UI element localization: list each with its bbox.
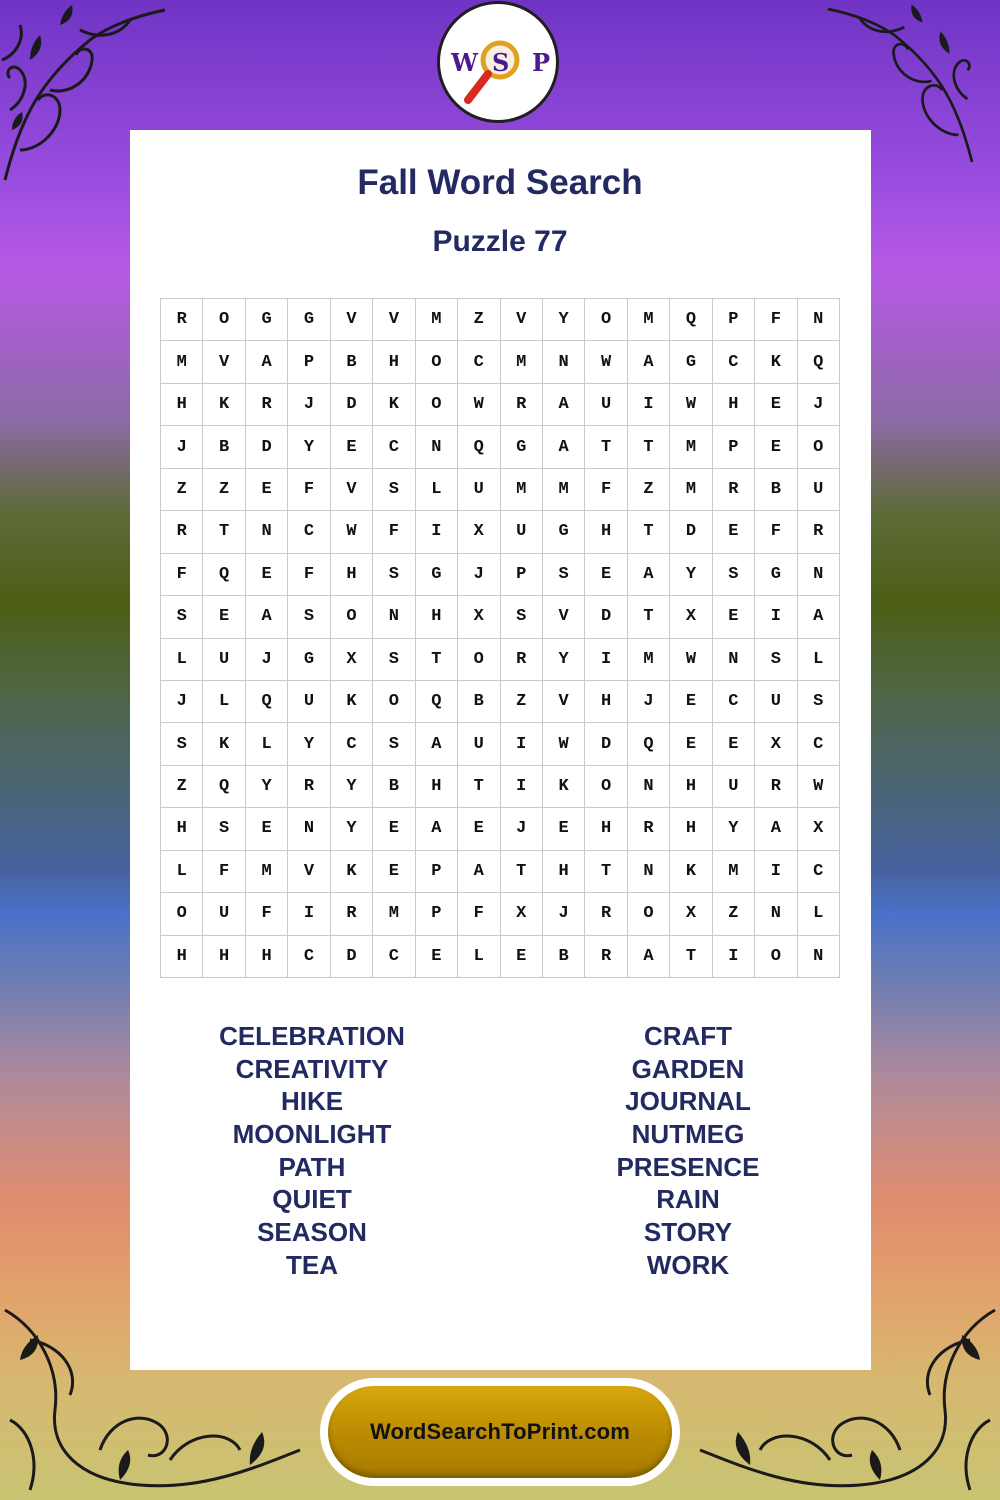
grid-cell[interactable]: P [713,299,755,341]
word-list-item: SEASON [257,1217,367,1248]
grid-cell[interactable]: J [628,681,670,723]
grid-cell[interactable]: U [501,511,543,553]
grid-cell[interactable]: R [161,299,203,341]
grid-cell[interactable]: K [331,681,373,723]
grid-cell[interactable]: U [798,469,840,511]
grid-cell[interactable]: N [246,511,288,553]
grid-cell[interactable]: C [798,851,840,893]
grid-cell[interactable]: S [755,639,797,681]
grid-cell[interactable]: N [628,851,670,893]
grid-cell[interactable]: N [798,554,840,596]
site-link-button[interactable] [328,1386,672,1478]
grid-cell[interactable]: F [755,299,797,341]
word-list-right [538,1018,838,1280]
grid-cell[interactable]: D [585,723,627,765]
grid-cell[interactable]: M [628,639,670,681]
grid-cell[interactable]: J [161,681,203,723]
grid-cell[interactable]: M [628,299,670,341]
grid-cell[interactable]: E [458,808,500,850]
grid-cell[interactable]: A [416,723,458,765]
grid-cell[interactable]: H [713,384,755,426]
grid-cell[interactable]: A [628,936,670,978]
grid-cell[interactable]: R [798,511,840,553]
grid-cell[interactable]: R [331,893,373,935]
grid-cell[interactable]: N [288,808,330,850]
grid-cell[interactable]: N [798,936,840,978]
grid-cell[interactable]: L [416,469,458,511]
grid-cell[interactable]: R [161,511,203,553]
grid-cell[interactable]: E [416,936,458,978]
grid-cell[interactable]: U [288,681,330,723]
grid-cell[interactable]: R [755,766,797,808]
grid-cell[interactable]: S [543,554,585,596]
grid-cell[interactable]: Z [501,681,543,723]
grid-cell[interactable]: O [798,426,840,468]
grid-cell[interactable]: T [203,511,245,553]
grid-cell[interactable]: J [246,639,288,681]
word-list-item: HIKE [280,1086,344,1117]
grid-cell[interactable]: C [288,936,330,978]
grid-cell[interactable]: E [203,596,245,638]
grid-cell[interactable]: O [585,299,627,341]
grid-cell[interactable]: F [373,511,415,553]
grid-cell[interactable]: I [416,511,458,553]
grid-cell[interactable]: R [501,384,543,426]
grid-cell[interactable]: B [458,681,500,723]
grid-cell[interactable]: R [501,639,543,681]
grid-cell[interactable]: I [501,723,543,765]
grid-cell[interactable]: Q [416,681,458,723]
grid-cell[interactable]: G [288,299,330,341]
grid-cell[interactable]: Q [203,554,245,596]
grid-cell[interactable]: S [373,469,415,511]
grid-cell[interactable]: J [543,893,585,935]
grid-cell[interactable]: V [373,299,415,341]
grid-cell[interactable]: U [713,766,755,808]
grid-cell[interactable]: Y [543,639,585,681]
grid-cell[interactable]: P [501,554,543,596]
word-list-left [162,1018,462,1280]
grid-cell[interactable]: X [670,893,712,935]
grid-cell[interactable]: J [288,384,330,426]
grid-cell[interactable]: V [543,596,585,638]
grid-cell[interactable]: H [373,341,415,383]
grid-cell[interactable]: U [458,723,500,765]
grid-cell[interactable]: H [161,936,203,978]
grid-cell[interactable]: G [246,299,288,341]
grid-cell[interactable]: E [713,596,755,638]
logo-letter-s: S [492,48,510,77]
grid-cell[interactable]: H [585,511,627,553]
grid-cell[interactable]: E [585,554,627,596]
grid-cell[interactable]: W [543,723,585,765]
grid-cell[interactable]: X [331,639,373,681]
grid-cell[interactable]: T [628,596,670,638]
word-list-item: MOONLIGHT [232,1119,392,1150]
grid-cell[interactable]: L [798,639,840,681]
grid-cell[interactable]: T [628,426,670,468]
grid-cell[interactable]: A [798,596,840,638]
grid-cell[interactable]: I [585,639,627,681]
word-list-item: STORY [643,1217,733,1248]
grid-cell[interactable]: H [416,596,458,638]
grid-cell[interactable]: S [161,723,203,765]
grid-cell[interactable]: R [713,469,755,511]
grid-cell[interactable]: W [585,341,627,383]
grid-cell[interactable]: C [288,511,330,553]
word-list-item: CELEBRATION [219,1021,405,1051]
grid-cell[interactable]: I [755,851,797,893]
grid-cell[interactable]: C [713,681,755,723]
word-list-item: PRESENCE [616,1151,760,1182]
page-title: Fall Word Search [357,163,643,202]
grid-cell[interactable]: V [331,299,373,341]
grid-cell[interactable]: C [713,341,755,383]
grid-cell[interactable]: T [458,766,500,808]
grid-cell[interactable]: H [331,554,373,596]
grid-cell[interactable]: E [373,851,415,893]
grid-cell[interactable]: T [628,511,670,553]
grid-cell[interactable]: Y [246,766,288,808]
grid-cell[interactable]: K [203,384,245,426]
grid-cell[interactable]: H [585,808,627,850]
grid-cell[interactable]: W [670,384,712,426]
grid-cell[interactable]: R [585,936,627,978]
grid-cell[interactable]: X [670,596,712,638]
grid-cell[interactable]: X [755,723,797,765]
grid-cell[interactable]: Q [628,723,670,765]
grid-cell[interactable]: X [458,596,500,638]
grid-cell[interactable]: M [416,299,458,341]
grid-cell[interactable]: W [331,511,373,553]
grid-cell[interactable]: B [331,341,373,383]
grid-cell[interactable]: O [628,893,670,935]
grid-cell[interactable]: A [755,808,797,850]
grid-cell[interactable]: M [543,469,585,511]
grid-cell[interactable]: M [713,851,755,893]
grid-cell[interactable]: C [331,723,373,765]
grid-cell[interactable]: E [246,469,288,511]
grid-cell[interactable]: A [246,596,288,638]
grid-cell[interactable]: L [203,681,245,723]
grid-cell[interactable]: S [373,639,415,681]
grid-cell[interactable]: R [585,893,627,935]
word-list-item: GARDEN [631,1053,745,1084]
grid-cell[interactable]: W [670,639,712,681]
grid-cell[interactable]: L [161,851,203,893]
grid-cell[interactable]: V [288,851,330,893]
word-list-item: PATH [278,1151,346,1182]
grid-cell[interactable]: Z [161,469,203,511]
grid-cell[interactable]: F [288,554,330,596]
grid-cell[interactable]: O [373,681,415,723]
grid-cell[interactable]: E [331,426,373,468]
grid-cell[interactable]: E [713,511,755,553]
grid-cell[interactable]: T [585,426,627,468]
grid-cell[interactable]: H [416,766,458,808]
grid-cell[interactable]: G [755,554,797,596]
grid-cell[interactable]: A [246,341,288,383]
grid-cell[interactable]: E [246,808,288,850]
grid-cell[interactable]: U [458,469,500,511]
grid-cell[interactable]: Z [628,469,670,511]
grid-cell[interactable]: B [755,469,797,511]
grid-cell[interactable]: O [416,384,458,426]
grid-cell[interactable]: K [543,766,585,808]
grid-cell[interactable]: N [416,426,458,468]
grid-cell[interactable]: E [246,554,288,596]
grid-cell[interactable]: P [288,341,330,383]
grid-cell[interactable]: I [755,596,797,638]
grid-cell[interactable]: N [628,766,670,808]
grid-cell[interactable]: B [203,426,245,468]
grid-cell[interactable]: U [203,893,245,935]
grid-cell[interactable]: O [161,893,203,935]
grid-cell[interactable]: Y [331,808,373,850]
grid-cell[interactable]: K [373,384,415,426]
grid-cell[interactable]: G [670,341,712,383]
grid-cell[interactable]: K [203,723,245,765]
grid-cell[interactable]: H [670,808,712,850]
grid-cell[interactable]: E [501,936,543,978]
grid-cell[interactable]: I [628,384,670,426]
grid-cell[interactable]: H [543,851,585,893]
grid-cell[interactable]: M [670,469,712,511]
grid-cell[interactable]: Q [203,766,245,808]
grid-cell[interactable]: S [288,596,330,638]
word-list-item: CREATIVITY [235,1053,389,1084]
grid-cell[interactable]: A [416,808,458,850]
grid-cell[interactable]: Z [458,299,500,341]
grid-cell[interactable]: R [628,808,670,850]
grid-cell[interactable]: A [543,426,585,468]
grid-cell[interactable]: B [543,936,585,978]
grid-cell[interactable]: O [331,596,373,638]
letter-grid [160,298,840,978]
grid-cell[interactable]: F [203,851,245,893]
grid-cell[interactable]: F [458,893,500,935]
grid-cell[interactable]: T [501,851,543,893]
grid-cell[interactable]: G [501,426,543,468]
grid-cell[interactable]: L [458,936,500,978]
footer-banner [320,1378,680,1486]
grid-cell[interactable]: W [458,384,500,426]
grid-cell[interactable]: S [373,723,415,765]
grid-cell[interactable]: V [331,469,373,511]
grid-cell[interactable]: D [670,511,712,553]
grid-cell[interactable]: A [458,851,500,893]
grid-cell[interactable]: S [501,596,543,638]
word-list-item: RAIN [656,1184,720,1215]
grid-cell[interactable]: Y [713,808,755,850]
grid-cell[interactable]: J [161,426,203,468]
grid-cell[interactable]: Y [543,299,585,341]
grid-cell[interactable]: Y [331,766,373,808]
grid-cell[interactable]: X [501,893,543,935]
grid-cell[interactable]: Z [203,469,245,511]
grid-cell[interactable]: E [755,384,797,426]
grid-cell[interactable]: I [288,893,330,935]
grid-cell[interactable]: D [246,426,288,468]
grid-cell[interactable]: G [288,639,330,681]
grid-cell[interactable]: V [203,341,245,383]
grid-cell[interactable]: J [458,554,500,596]
grid-cell[interactable]: Q [798,341,840,383]
grid-cell[interactable]: M [501,469,543,511]
grid-cell[interactable]: N [543,341,585,383]
grid-cell[interactable]: E [670,681,712,723]
grid-cell[interactable]: T [416,639,458,681]
grid-cell[interactable]: L [246,723,288,765]
grid-cell[interactable]: U [755,681,797,723]
grid-cell[interactable]: M [161,341,203,383]
grid-cell[interactable]: D [331,384,373,426]
grid-cell[interactable]: K [755,341,797,383]
wsp-logo [437,1,559,123]
grid-cell[interactable]: G [416,554,458,596]
grid-cell[interactable]: D [331,936,373,978]
logo-letter-w: W [451,48,478,77]
grid-cell[interactable]: O [585,766,627,808]
grid-cell[interactable]: N [373,596,415,638]
grid-cell[interactable]: H [161,384,203,426]
grid-cell[interactable]: F [755,511,797,553]
puzzle-number: Puzzle 77 [432,225,568,258]
grid-cell[interactable]: I [501,766,543,808]
site-url: WordSearchToPrint.com [369,1419,631,1444]
grid-cell[interactable]: M [670,426,712,468]
grid-cell[interactable]: Y [670,554,712,596]
grid-cell[interactable]: Q [246,681,288,723]
grid-cell[interactable]: E [670,723,712,765]
grid-cell[interactable]: F [585,469,627,511]
grid-cell[interactable]: F [161,554,203,596]
grid-cell[interactable]: Y [288,426,330,468]
word-list-item: QUIET [272,1184,352,1215]
grid-cell[interactable]: S [161,596,203,638]
grid-cell[interactable]: E [543,808,585,850]
grid-cell[interactable]: E [373,808,415,850]
grid-cell[interactable]: M [246,851,288,893]
grid-cell[interactable]: C [458,341,500,383]
word-list-item: TEA [286,1249,338,1280]
word-list-item: JOURNAL [625,1086,751,1117]
grid-cell[interactable]: N [755,893,797,935]
grid-cell[interactable]: C [798,723,840,765]
grid-cell[interactable]: S [373,554,415,596]
grid-cell[interactable]: O [416,341,458,383]
grid-cell[interactable]: N [798,299,840,341]
grid-cell[interactable]: R [246,384,288,426]
word-list-item: WORK [646,1249,730,1280]
grid-cell[interactable]: M [501,341,543,383]
grid-cell[interactable]: J [501,808,543,850]
grid-cell[interactable]: E [713,723,755,765]
grid-cell[interactable]: F [246,893,288,935]
word-list-item: NUTMEG [631,1119,745,1150]
grid-cell[interactable]: O [203,299,245,341]
grid-cell[interactable]: X [798,808,840,850]
grid-cell[interactable]: K [331,851,373,893]
grid-cell[interactable]: L [161,639,203,681]
grid-cell[interactable]: O [458,639,500,681]
grid-cell[interactable]: J [798,384,840,426]
grid-cell[interactable]: Q [670,299,712,341]
grid-cell[interactable]: R [288,766,330,808]
grid-cell[interactable]: H [161,808,203,850]
grid-cell[interactable]: C [373,936,415,978]
grid-cell[interactable]: Q [458,426,500,468]
logo-letter-p: P [532,48,551,77]
grid-cell[interactable]: N [713,639,755,681]
grid-cell[interactable]: Z [713,893,755,935]
grid-cell[interactable]: G [543,511,585,553]
grid-cell[interactable]: H [670,766,712,808]
grid-cell[interactable]: M [373,893,415,935]
grid-cell[interactable]: B [373,766,415,808]
grid-cell[interactable]: P [416,851,458,893]
grid-cell[interactable]: H [203,936,245,978]
grid-cell[interactable]: V [543,681,585,723]
grid-cell[interactable]: I [713,936,755,978]
grid-cell[interactable]: T [585,851,627,893]
grid-cell[interactable]: A [628,341,670,383]
grid-cell[interactable]: S [203,808,245,850]
grid-cell[interactable]: U [585,384,627,426]
grid-cell[interactable]: H [585,681,627,723]
grid-cell[interactable]: S [713,554,755,596]
grid-cell[interactable]: L [798,893,840,935]
word-list-item: CRAFT [643,1021,733,1051]
grid-cell[interactable]: X [458,511,500,553]
grid-cell[interactable]: S [798,681,840,723]
grid-cell[interactable]: A [628,554,670,596]
grid-cell[interactable]: Z [161,766,203,808]
grid-cell[interactable]: E [755,426,797,468]
grid-cell[interactable]: H [246,936,288,978]
grid-cell[interactable]: Y [288,723,330,765]
grid-cell[interactable]: F [288,469,330,511]
grid-cell[interactable]: P [416,893,458,935]
grid-cell[interactable]: C [373,426,415,468]
grid-cell[interactable]: V [501,299,543,341]
grid-cell[interactable]: T [670,936,712,978]
grid-cell[interactable]: K [670,851,712,893]
grid-cell[interactable]: U [203,639,245,681]
grid-cell[interactable]: P [713,426,755,468]
grid-cell[interactable]: W [798,766,840,808]
grid-cell[interactable]: O [755,936,797,978]
grid-cell[interactable]: D [585,596,627,638]
grid-cell[interactable]: A [543,384,585,426]
